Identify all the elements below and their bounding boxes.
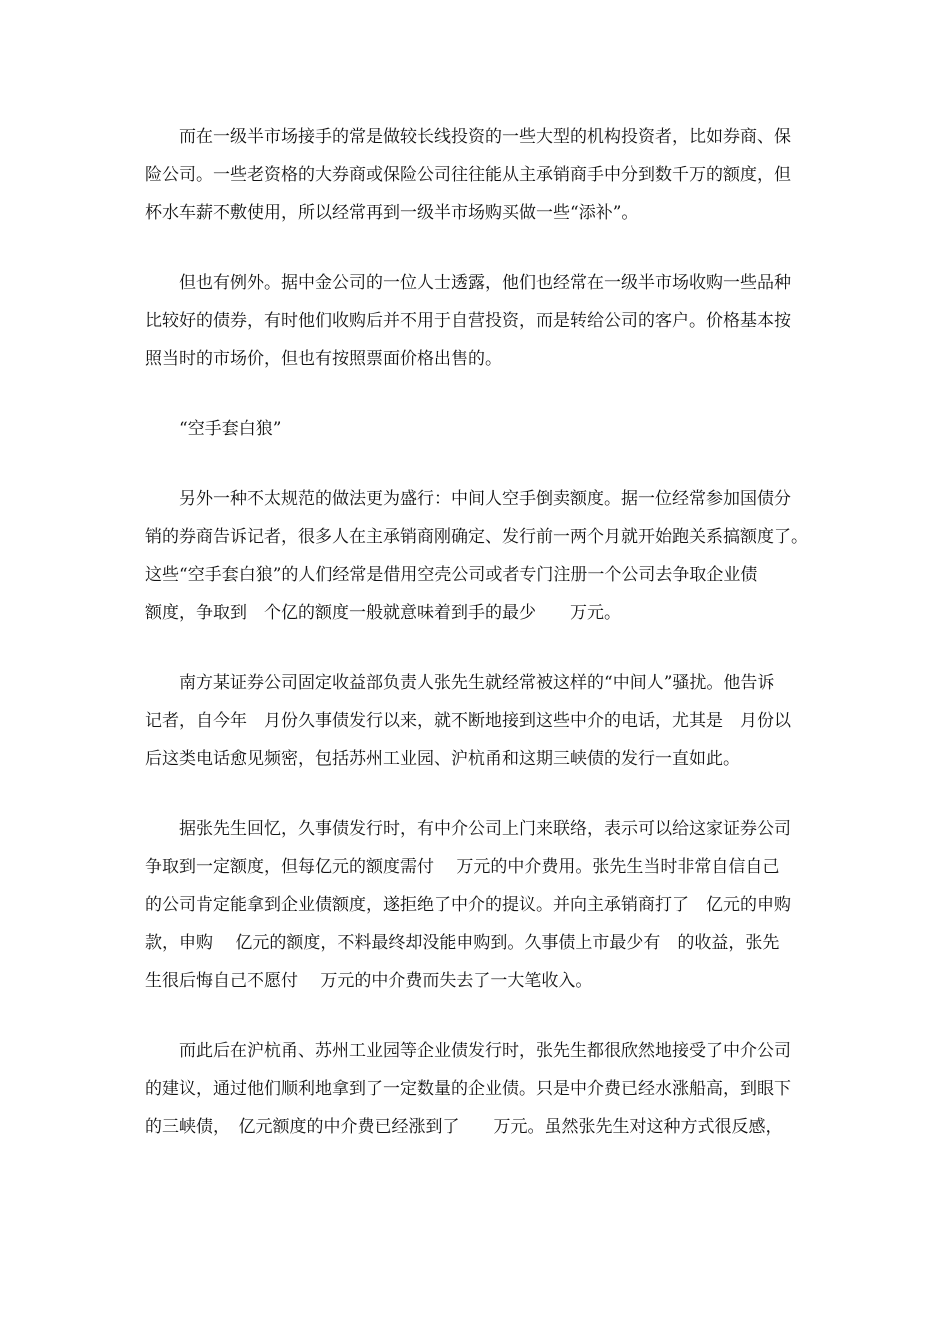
text-line: 额度，争取到 个亿的额度一般就意味着到手的最少 万元。 — [145, 603, 621, 623]
text-line: 照当时的市场价，但也有按照票面价格出售的。 — [145, 349, 502, 369]
text-line: 后这类电话愈见频密，包括苏州工业园、沪杭甬和这期三峡债的发行一直如此。 — [145, 749, 740, 769]
text-line: 杯水车薪不敷使用，所以经常再到一级半市场购买做一些“添补”。 — [145, 203, 639, 223]
text-line: 比较好的债券，有时他们收购后并不用于自营投资，而是转给公司的客户。价格基本按 — [145, 311, 791, 331]
paragraph-3 — [145, 480, 813, 632]
text-line: 据张先生回忆，久事债发行时，有中介公司上门来联络，表示可以给这家证券公司 — [179, 819, 791, 839]
text-line: 而在一级半市场接手的常是做较长线投资的一些大型的机构投资者，比如券商、保 — [179, 127, 791, 147]
text-line: 这些“空手套白狼”的人们经常是借用空壳公司或者专门注册一个公司去争取企业债 — [145, 565, 758, 585]
text-line: 的三峡债， 亿元额度的中介费已经涨到了 万元。虽然张先生对这种方式很反感， — [145, 1117, 783, 1137]
text-line: 生很后悔自己不愿付 万元的中介费而失去了一大笔收入。 — [145, 971, 593, 991]
paragraph-1 — [145, 118, 813, 232]
text-line: 争取到一定额度，但每亿元的额度需付 万元的中介费用。张先生当时非常自信自己 — [145, 857, 780, 877]
text-line: 而此后在沪杭甬、苏州工业园等企业债发行时，张先生都很欣然地接受了中介公司 — [179, 1041, 791, 1061]
text-line: 款，申购 亿元的额度，不料最终却没能申购到。久事债上市最少有 的收益，张先 — [145, 933, 780, 953]
paragraph-6 — [145, 1032, 813, 1146]
text-line: 险公司。一些老资格的大券商或保险公司往往能从主承销商手中分到数千万的额度，但 — [145, 165, 791, 185]
text-line: 记者，自今年 月份久事债发行以来，就不断地接到这些中介的电话，尤其是 月份以 — [145, 711, 791, 731]
paragraph-5 — [145, 810, 813, 1000]
text-line: 的建议，通过他们顺利地拿到了一定数量的企业债。只是中介费已经水涨船高，到眼下 — [145, 1079, 791, 1099]
paragraph-2 — [145, 264, 813, 378]
text-line: 南方某证券公司固定收益部负责人张先生就经常被这样的“中间人”骚扰。他告诉 — [179, 673, 775, 693]
text-line: 销的券商告诉记者，很多人在主承销商刚确定、发行前一两个月就开始跑关系搞额度了。 — [145, 527, 808, 547]
document-body — [145, 118, 813, 1178]
text-line: 另外一种不太规范的做法更为盛行：中间人空手倒卖额度。据一位经常参加国债分 — [179, 489, 791, 509]
section-heading — [145, 410, 813, 448]
heading-text: “空手套白狼” — [179, 419, 282, 439]
paragraph-4 — [145, 664, 813, 778]
text-line: 的公司肯定能拿到企业债额度，遂拒绝了中介的提议。并向主承销商打了 亿元的申购 — [145, 895, 791, 915]
text-line: 但也有例外。据中金公司的一位人士透露，他们也经常在一级半市场收购一些品种 — [179, 273, 791, 293]
